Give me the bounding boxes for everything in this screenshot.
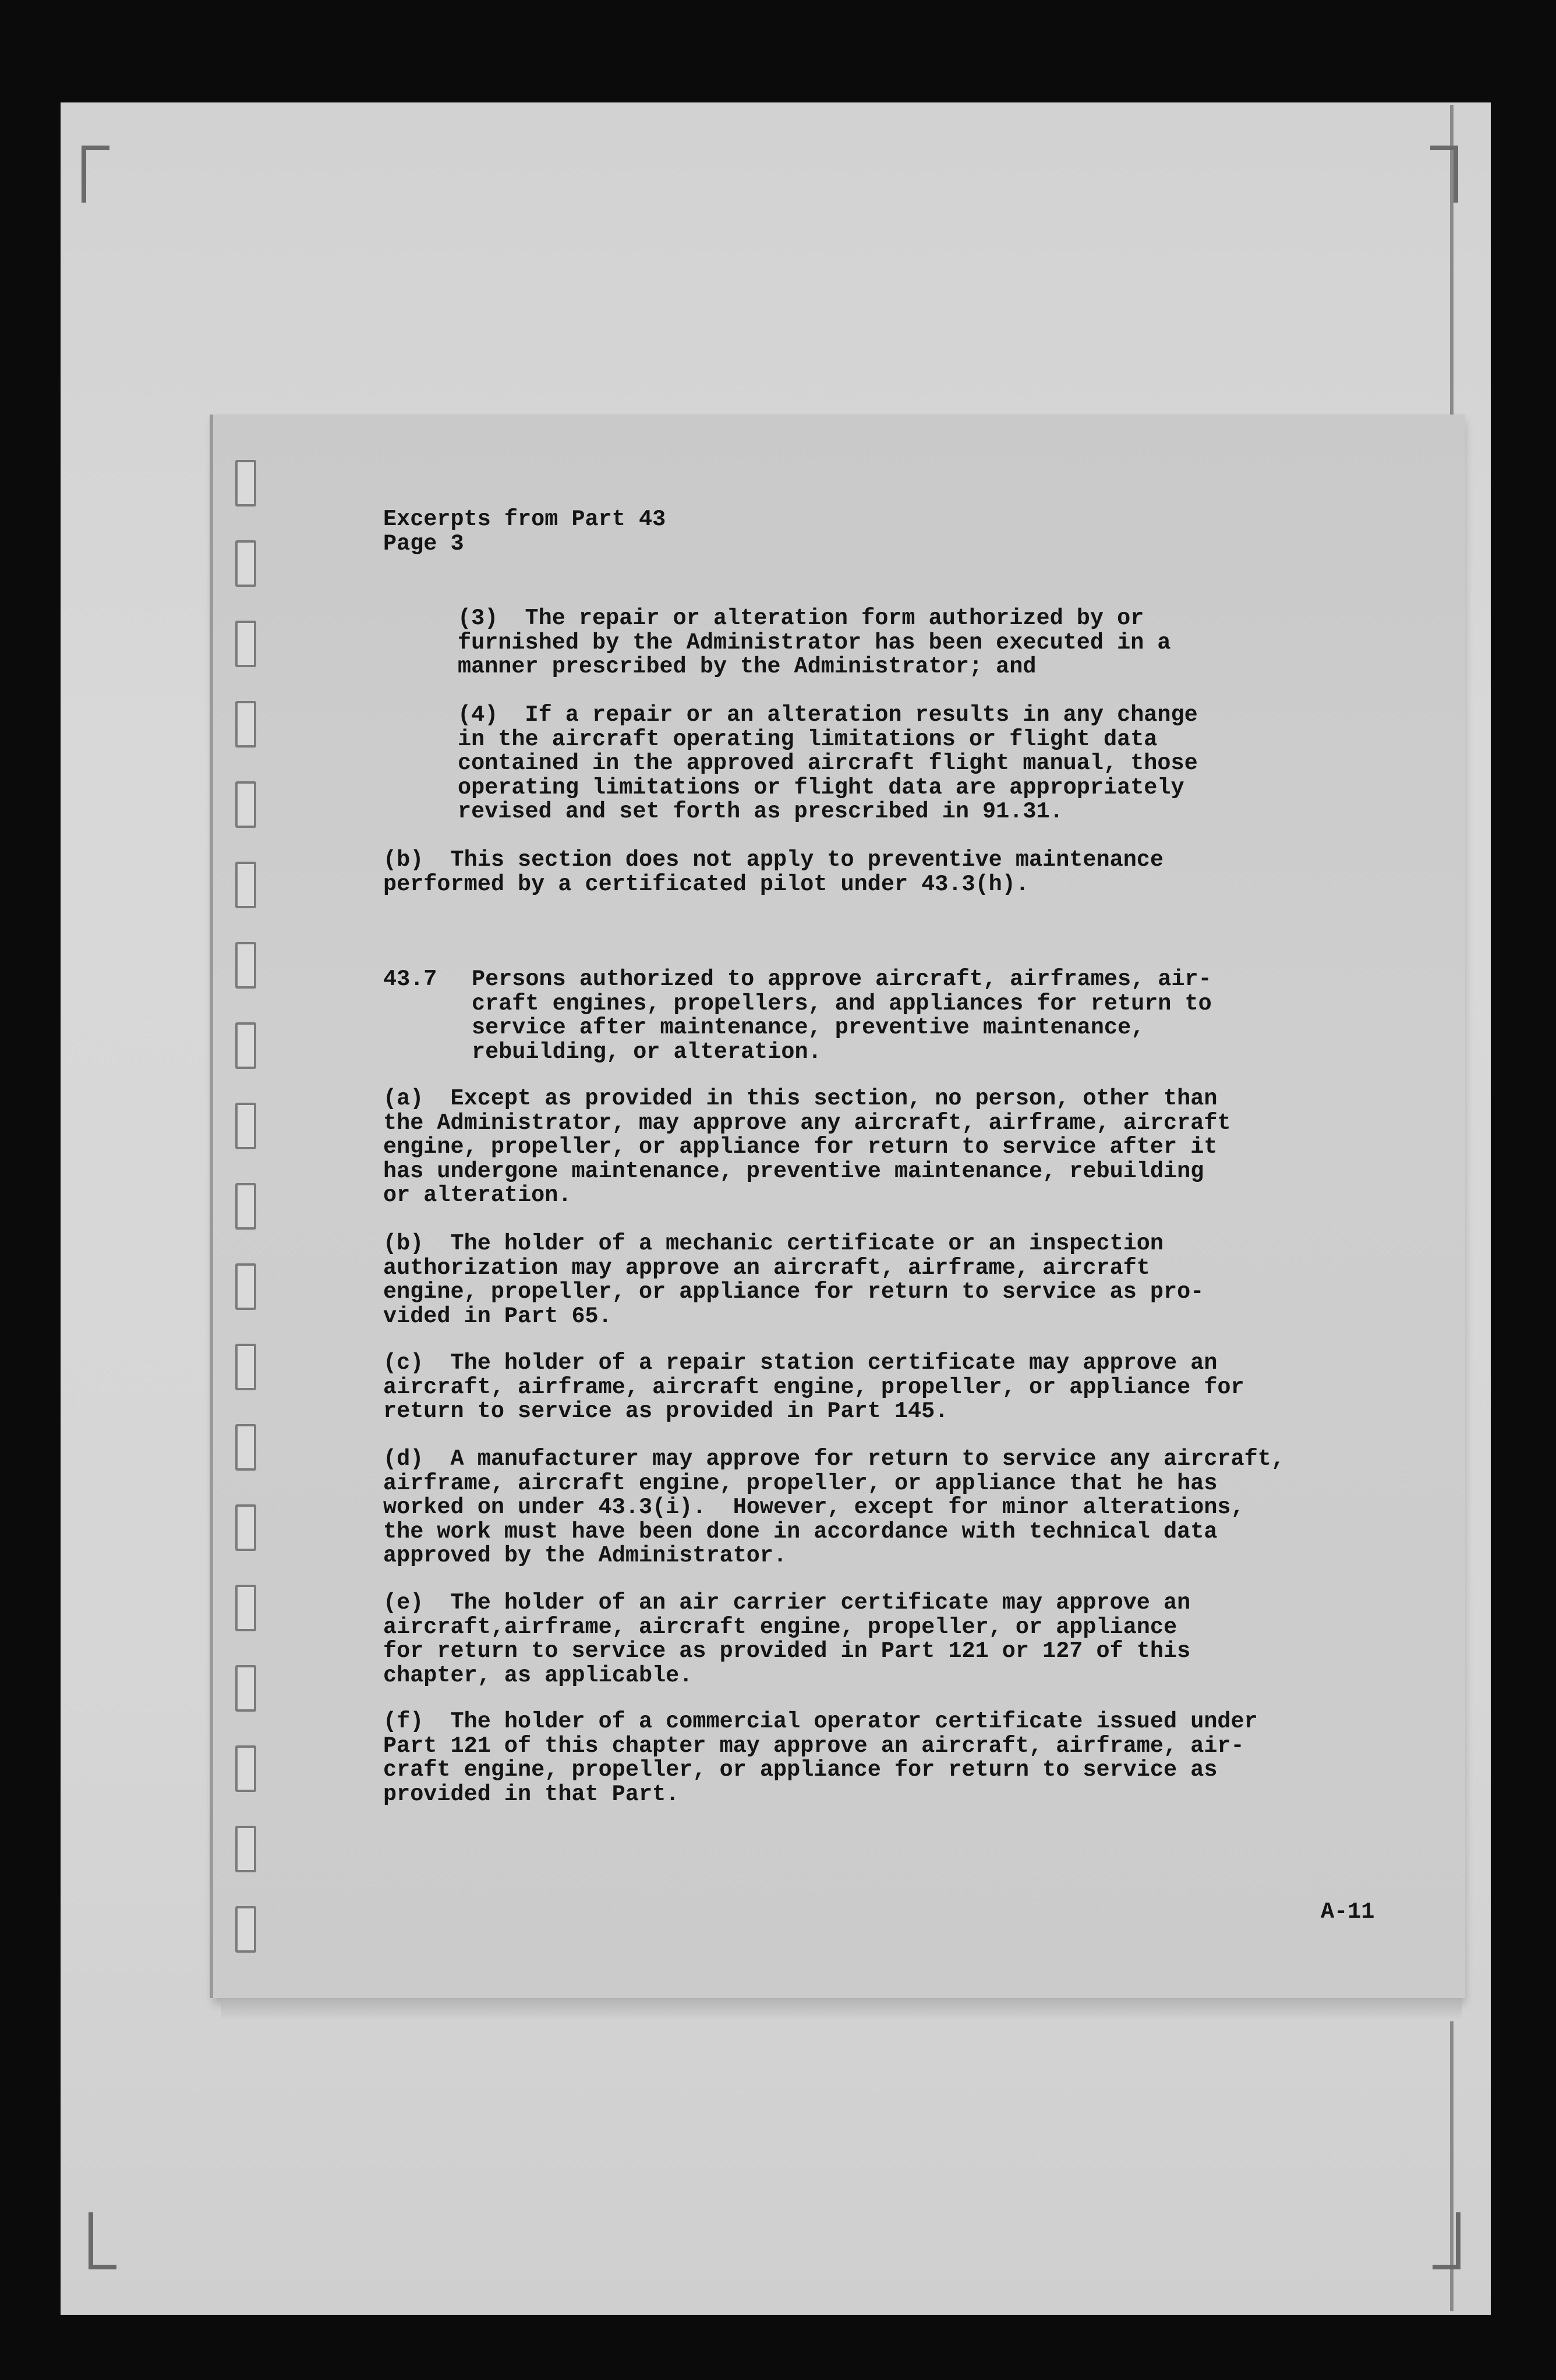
- punch-hole: [235, 1745, 256, 1792]
- corner-mark-top-right: [1430, 146, 1458, 203]
- section-paragraph-b: (b) The holder of a mechanic certificate or an inspection authorization may approve an aircraft, airframe, aircraft engine, propeller, or appliance for return to service as pro- vided in Part 65.: [383, 1231, 1204, 1329]
- punch-hole: [235, 1183, 256, 1230]
- punch-hole: [235, 460, 256, 507]
- paragraph-b-preventive: (b) This section does not apply to preventive maintenance performed by a certificated pilot under 43.3(h).: [383, 847, 1164, 897]
- section-paragraph-d: (d) A manufacturer may approve for return to service any aircraft, airframe, aircraft engine, propeller, or appliance that he has worked on under 43.3(i). However, except for minor alterations, the work must have been done in accordance with technical data approved by the Administrator.: [383, 1446, 1285, 1568]
- punch-hole: [235, 862, 256, 908]
- punch-hole: [235, 540, 256, 587]
- section-paragraph-e: (e) The holder of an air carrier certificate may approve an aircraft,airframe, aircraft engine, propeller, or appliance for return to service as provided in Part 121 or 127 of this chapter, as applicable.: [383, 1590, 1191, 1688]
- punch-hole: [235, 1665, 256, 1712]
- punch-hole: [235, 1103, 256, 1149]
- paragraph-4: (4) If a repair or an alteration results in any change in the aircraft operating limitations or flight data contained in the approved aircraft flight manual, those operating limitations or flight data are appropriately revised and set forth as prescribed in 91.31.: [458, 702, 1198, 824]
- punch-hole: [235, 1344, 256, 1390]
- paragraph-3: (3) The repair or alteration form authorized by or furnished by the Administrator has been executed in a manner prescribed by the Administrator; and: [458, 605, 1171, 679]
- corner-mark-bottom-left: [89, 2212, 116, 2269]
- punch-hole: [235, 1826, 256, 1872]
- sheet-shadow: [221, 1998, 1462, 2021]
- punch-hole: [235, 1504, 256, 1551]
- punch-hole: [235, 1906, 256, 1953]
- corner-mark-bottom-right: [1433, 2212, 1460, 2269]
- section-paragraph-a: (a) Except as provided in this section, no person, other than the Administrator, may approve any aircraft, airframe, aircraft engine, propeller, or appliance for return to service after it has undergone maintenance, preventive maintenance, rebuilding or alteration.: [383, 1086, 1231, 1208]
- header-page: Page 3: [383, 530, 464, 557]
- section-number: 43.7: [383, 966, 437, 992]
- punch-hole: [235, 1263, 256, 1310]
- page-number: A-11: [1321, 1899, 1375, 1925]
- punch-hole: [235, 701, 256, 748]
- punch-hole: [235, 942, 256, 989]
- punch-hole: [235, 1022, 256, 1069]
- punch-hole: [235, 781, 256, 828]
- punch-hole: [235, 1424, 256, 1471]
- punch-hole: [235, 1585, 256, 1631]
- header-title: Excerpts from Part 43: [383, 507, 666, 532]
- corner-mark-top-left: [82, 146, 109, 203]
- punch-hole: [235, 621, 256, 667]
- section-title: Persons authorized to approve aircraft, airframes, air- craft engines, propellers, and appliances for return to service after maintenance, preventive maintenance, rebuilding, or alteration.: [472, 966, 1212, 1065]
- section-paragraph-c: (c) The holder of a repair station certificate may approve an aircraft, airframe, aircraft engine, propeller, or appliance for return to service as provided in Part 145.: [383, 1350, 1244, 1424]
- document-header: [383, 508, 666, 556]
- punch-holes: [235, 460, 259, 1974]
- section-paragraph-f: (f) The holder of a commercial operator certificate issued under Part 121 of this chapter may approve an aircraft, airframe, air- craft engine, propeller, or appliance for return to service as provided in that Part.: [383, 1709, 1258, 1807]
